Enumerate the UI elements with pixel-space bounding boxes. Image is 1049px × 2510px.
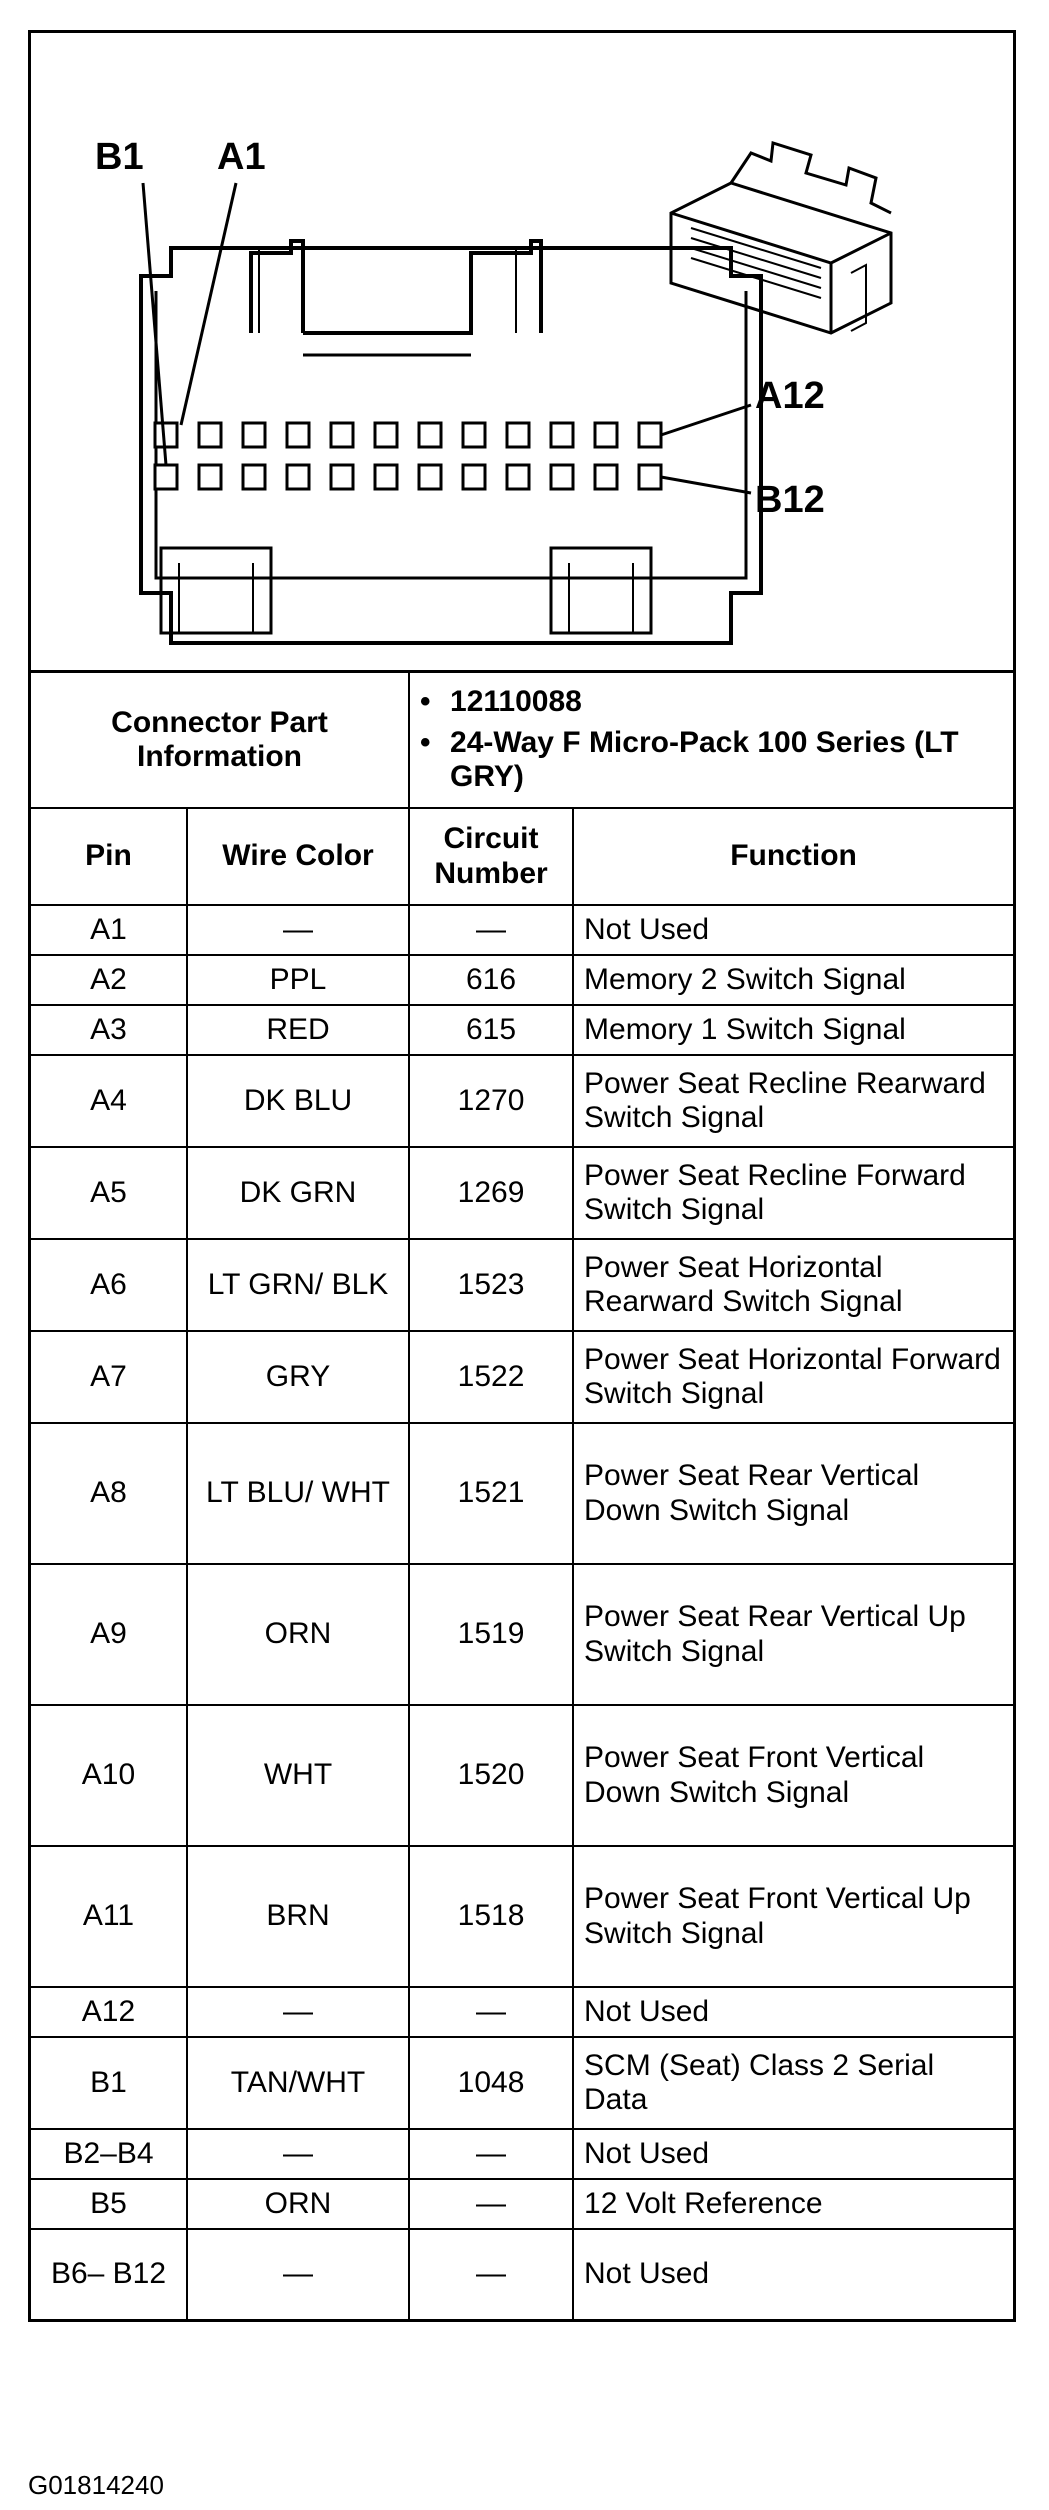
- pin-row: [31, 1705, 1013, 1846]
- function-cell: Not Used: [573, 905, 1013, 955]
- connector-info-item: • 24-Way F Micro-Pack 100 Series (LT GRY): [420, 726, 1003, 795]
- pin-cell: A12: [31, 1987, 187, 2037]
- connector-info-list: [409, 673, 1013, 808]
- circuit-cell: —: [409, 2129, 573, 2179]
- circuit-cell: 1518: [409, 1846, 573, 1987]
- function-cell: Power Seat Horizontal Forward Switch Signal: [573, 1331, 1013, 1423]
- connector-description: 24-Way F Micro-Pack 100 Series (LT GRY): [450, 725, 959, 794]
- circuit-cell: —: [409, 905, 573, 955]
- function-cell: Not Used: [573, 2129, 1013, 2179]
- function-cell: Not Used: [573, 2229, 1013, 2319]
- col-header-wire-color: Wire Color: [187, 808, 409, 905]
- pin-row: [31, 1055, 1013, 1147]
- pin-row: [31, 1147, 1013, 1239]
- callout-b1: B1: [95, 136, 144, 178]
- column-header-row: [31, 808, 1013, 905]
- circuit-cell: 1522: [409, 1331, 573, 1423]
- function-cell: Power Seat Recline Forward Switch Signal: [573, 1147, 1013, 1239]
- wire-color-cell: —: [187, 2229, 409, 2319]
- wire-color-cell: LT BLU/ WHT: [187, 1423, 409, 1564]
- wire-color-cell: —: [187, 905, 409, 955]
- pin-row: [31, 1005, 1013, 1055]
- circuit-cell: 1269: [409, 1147, 573, 1239]
- circuit-cell: 616: [409, 955, 573, 1005]
- connector-info-heading: Connector Part Information: [31, 673, 409, 808]
- circuit-cell: —: [409, 2229, 573, 2319]
- pin-row: [31, 955, 1013, 1005]
- pin-cell: A4: [31, 1055, 187, 1147]
- wire-color-cell: DK BLU: [187, 1055, 409, 1147]
- pin-cell: A11: [31, 1846, 187, 1987]
- pin-row: [31, 1331, 1013, 1423]
- row-a-cavities: [155, 423, 661, 447]
- connector-info-row: [31, 673, 1013, 808]
- pin-row: [31, 2179, 1013, 2229]
- circuit-cell: 1519: [409, 1564, 573, 1705]
- function-cell: Power Seat Rear Vertical Down Switch Signal: [573, 1423, 1013, 1564]
- function-cell: Memory 1 Switch Signal: [573, 1005, 1013, 1055]
- wire-color-cell: WHT: [187, 1705, 409, 1846]
- wire-color-cell: BRN: [187, 1846, 409, 1987]
- callout-a12: A12: [755, 375, 825, 417]
- pin-row: [31, 1239, 1013, 1331]
- wire-color-cell: —: [187, 2129, 409, 2179]
- wire-color-cell: LT GRN/ BLK: [187, 1239, 409, 1331]
- wire-color-cell: PPL: [187, 955, 409, 1005]
- function-cell: 12 Volt Reference: [573, 2179, 1013, 2229]
- document-id: G01814240: [28, 2470, 164, 2500]
- pin-row: [31, 1564, 1013, 1705]
- circuit-cell: 1270: [409, 1055, 573, 1147]
- part-number: 12110088: [450, 685, 582, 719]
- connector-3d-sketch: [671, 143, 891, 333]
- pin-cell: A8: [31, 1423, 187, 1564]
- col-header-circuit: Circuit Number: [409, 808, 573, 905]
- function-cell: Power Seat Front Vertical Down Switch Signal: [573, 1705, 1013, 1846]
- function-cell: Memory 2 Switch Signal: [573, 955, 1013, 1005]
- function-cell: Not Used: [573, 1987, 1013, 2037]
- row-b-cavities: [155, 465, 661, 489]
- wire-color-cell: ORN: [187, 1564, 409, 1705]
- circuit-cell: —: [409, 2179, 573, 2229]
- callout-b12: B12: [755, 479, 825, 521]
- pin-cell: B6– B12: [31, 2229, 187, 2319]
- pin-cell: B2–B4: [31, 2129, 187, 2179]
- connector-info-item: • 12110088: [420, 685, 582, 719]
- function-cell: SCM (Seat) Class 2 Serial Data: [573, 2037, 1013, 2129]
- pin-row: [31, 2229, 1013, 2319]
- function-cell: Power Seat Recline Rearward Switch Signal: [573, 1055, 1013, 1147]
- circuit-cell: 1520: [409, 1705, 573, 1846]
- pinout-table: [31, 673, 1013, 2319]
- callout-a1: A1: [217, 136, 266, 178]
- col-header-function: Function: [573, 808, 1013, 905]
- circuit-cell: 1523: [409, 1239, 573, 1331]
- wire-color-cell: RED: [187, 1005, 409, 1055]
- connector-diagram: [31, 33, 1013, 673]
- pin-row: [31, 1423, 1013, 1564]
- col-header-pin: Pin: [31, 808, 187, 905]
- pin-row: [31, 1987, 1013, 2037]
- pin-row: [31, 2129, 1013, 2179]
- pin-row: [31, 2037, 1013, 2129]
- connector-sheet: [28, 30, 1016, 2322]
- wire-color-cell: DK GRN: [187, 1147, 409, 1239]
- function-cell: Power Seat Rear Vertical Up Switch Signal: [573, 1564, 1013, 1705]
- circuit-cell: 1521: [409, 1423, 573, 1564]
- wire-color-cell: ORN: [187, 2179, 409, 2229]
- wire-color-cell: —: [187, 1987, 409, 2037]
- pin-cell: A10: [31, 1705, 187, 1846]
- pin-cell: B1: [31, 2037, 187, 2129]
- circuit-cell: —: [409, 1987, 573, 2037]
- pin-cell: A1: [31, 905, 187, 955]
- wire-color-cell: TAN/WHT: [187, 2037, 409, 2129]
- circuit-cell: 1048: [409, 2037, 573, 2129]
- function-cell: Power Seat Horizontal Rearward Switch Signal: [573, 1239, 1013, 1331]
- pin-cell: A3: [31, 1005, 187, 1055]
- pin-cell: A9: [31, 1564, 187, 1705]
- pin-cell: A5: [31, 1147, 187, 1239]
- function-cell: Power Seat Front Vertical Up Switch Signal: [573, 1846, 1013, 1987]
- wire-color-cell: GRY: [187, 1331, 409, 1423]
- connector-face-drawing: [31, 33, 1013, 670]
- circuit-cell: 615: [409, 1005, 573, 1055]
- pin-cell: A2: [31, 955, 187, 1005]
- pin-row: [31, 1846, 1013, 1987]
- pin-cell: A6: [31, 1239, 187, 1331]
- pin-cell: B5: [31, 2179, 187, 2229]
- pin-cell: A7: [31, 1331, 187, 1423]
- pin-row: [31, 905, 1013, 955]
